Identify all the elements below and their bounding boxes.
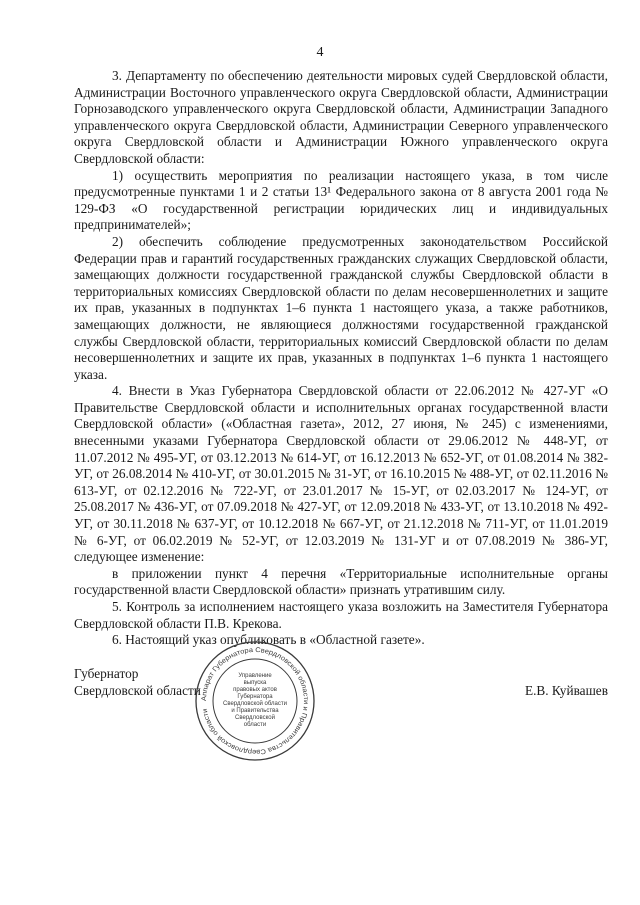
stamp-center-line-7: Свердловской (235, 715, 275, 721)
paragraph-3-1: 1) осуществить мероприятия по реализации настоящего указа, в том числе предусмотренные пунктами 1 и 2 статьи 13¹ Федерального закона от 8 августа 2001 года № 129-ФЗ «О государственной регистрации юридических лиц и индивидуальных предпринимателей»; (74, 167, 608, 233)
paragraph-6: 6. Настоящий указ опубликовать в «Областной газете». (112, 632, 425, 648)
stamp-center-line-6: и Правительства (231, 708, 279, 714)
official-stamp (194, 640, 316, 762)
paragraph-4-amendment: в приложении пункт 4 перечня «Территориальные исполнительные органы государственной власти Свердловской области» признать утратившим силу. (74, 565, 608, 598)
stamp-center-line-1: Управление (238, 673, 272, 679)
signatory-name: Е.В. Куйвашев (524, 683, 608, 698)
stamp-ring-text-path: Аппарат Губернатора Свердловской области и Правительства Свердловской области (200, 646, 310, 756)
stamp-seal (194, 640, 316, 762)
signature-block (74, 666, 608, 726)
document-body (74, 68, 608, 649)
paragraph-3-2: 2) обеспечить соблюдение предусмотренных законодательством Российской Федерации прав и гарантий государственных гражданских служащих Свердловской области, замещающих должности государственной гражданской службы Свердловской области в территориальных комиссиях Свердловской области по делам несовершеннолетних и защите их прав, указанных в подпунктах 1–6 пункта 1 настоящего указа, а также работников, замещающих должности, не являющиеся должностями государственной гражданской службы Свердловской области, территориальных комиссий Свердловской области по делам несовершеннолетних и защите их прав, указанных в подпунктах 1–6 пункта 1 настоящего указа. (74, 233, 608, 382)
paragraph-4: 4. Внести в Указ Губернатора Свердловской области от 22.06.2012 № 427-УГ «О Правительстве Свердловской области и исполнительных органах государственной власти Свердловской области» («Областная газета», 2012, 27 июня, № 245) с изменениями, внесенными указами Губернатора Свердловской области от 29.06.2012 № 448-УГ, от 11.07.2012 № 495-УГ, от 03.12.2013 № 614-УГ, от 16.12.2013 № 652-УГ, от 01.08.2014 № 382-УГ, от 26.08.2014 № 410-УГ, от 30.01.2015 № 31-УГ, от 16.10.2015 № 488-УГ, от 02.11.2016 № 613-УГ, от 02.12.2016 № 722-УГ, от 23.01.2017 № 15-УГ, от 02.03.2017 № 124-УГ, от 25.08.2017 № 436-УГ, от 07.09.2018 № 427-УГ, от 12.09.2018 № 433-УГ, от 13.10.2018 № 492-УГ, от 30.11.2018 № 637-УГ, от 10.12.2018 № 667-УГ, от 21.12.2018 № 711-УГ, от 11.01.2019 № 6-УГ, от 06.02.2019 № 52-УГ, от 12.03.2019 № 131-УГ и от 07.08.2019 № 386-УГ, следующее изменение: (74, 383, 608, 565)
stamp-center-line-4: Губернатора (237, 694, 273, 700)
signatory-title-line1: Губернатор (74, 666, 139, 681)
stamp-center-line-2: выпуска (243, 680, 267, 686)
paragraph-5: 5. Контроль за исполнением настоящего указа возложить на Заместителя Губернатора Свердловской области П.В. Крекова. (74, 599, 608, 631)
paragraph-3: 3. Департаменту по обеспечению деятельности мировых судей Свердловской области, Администрации Восточного управленческого округа Свердловской области, Администрации Горнозаводского управленческого округа Свердловской области, Администрации Западного управленческого округа Свердловской области, Администрации Северного управленческого округа Свердловской области и Администрации Южного управленческого округа Свердловской области: (74, 68, 608, 166)
stamp-center-line-5: Свердловской области (222, 701, 288, 707)
page-number: 4 (316, 45, 324, 60)
stamp-center-line-8: области (243, 722, 267, 728)
stamp-center-line-3: правовых актов (233, 687, 277, 693)
signatory-title (74, 666, 201, 699)
signatory-title-line2: Свердловской области (74, 682, 201, 698)
